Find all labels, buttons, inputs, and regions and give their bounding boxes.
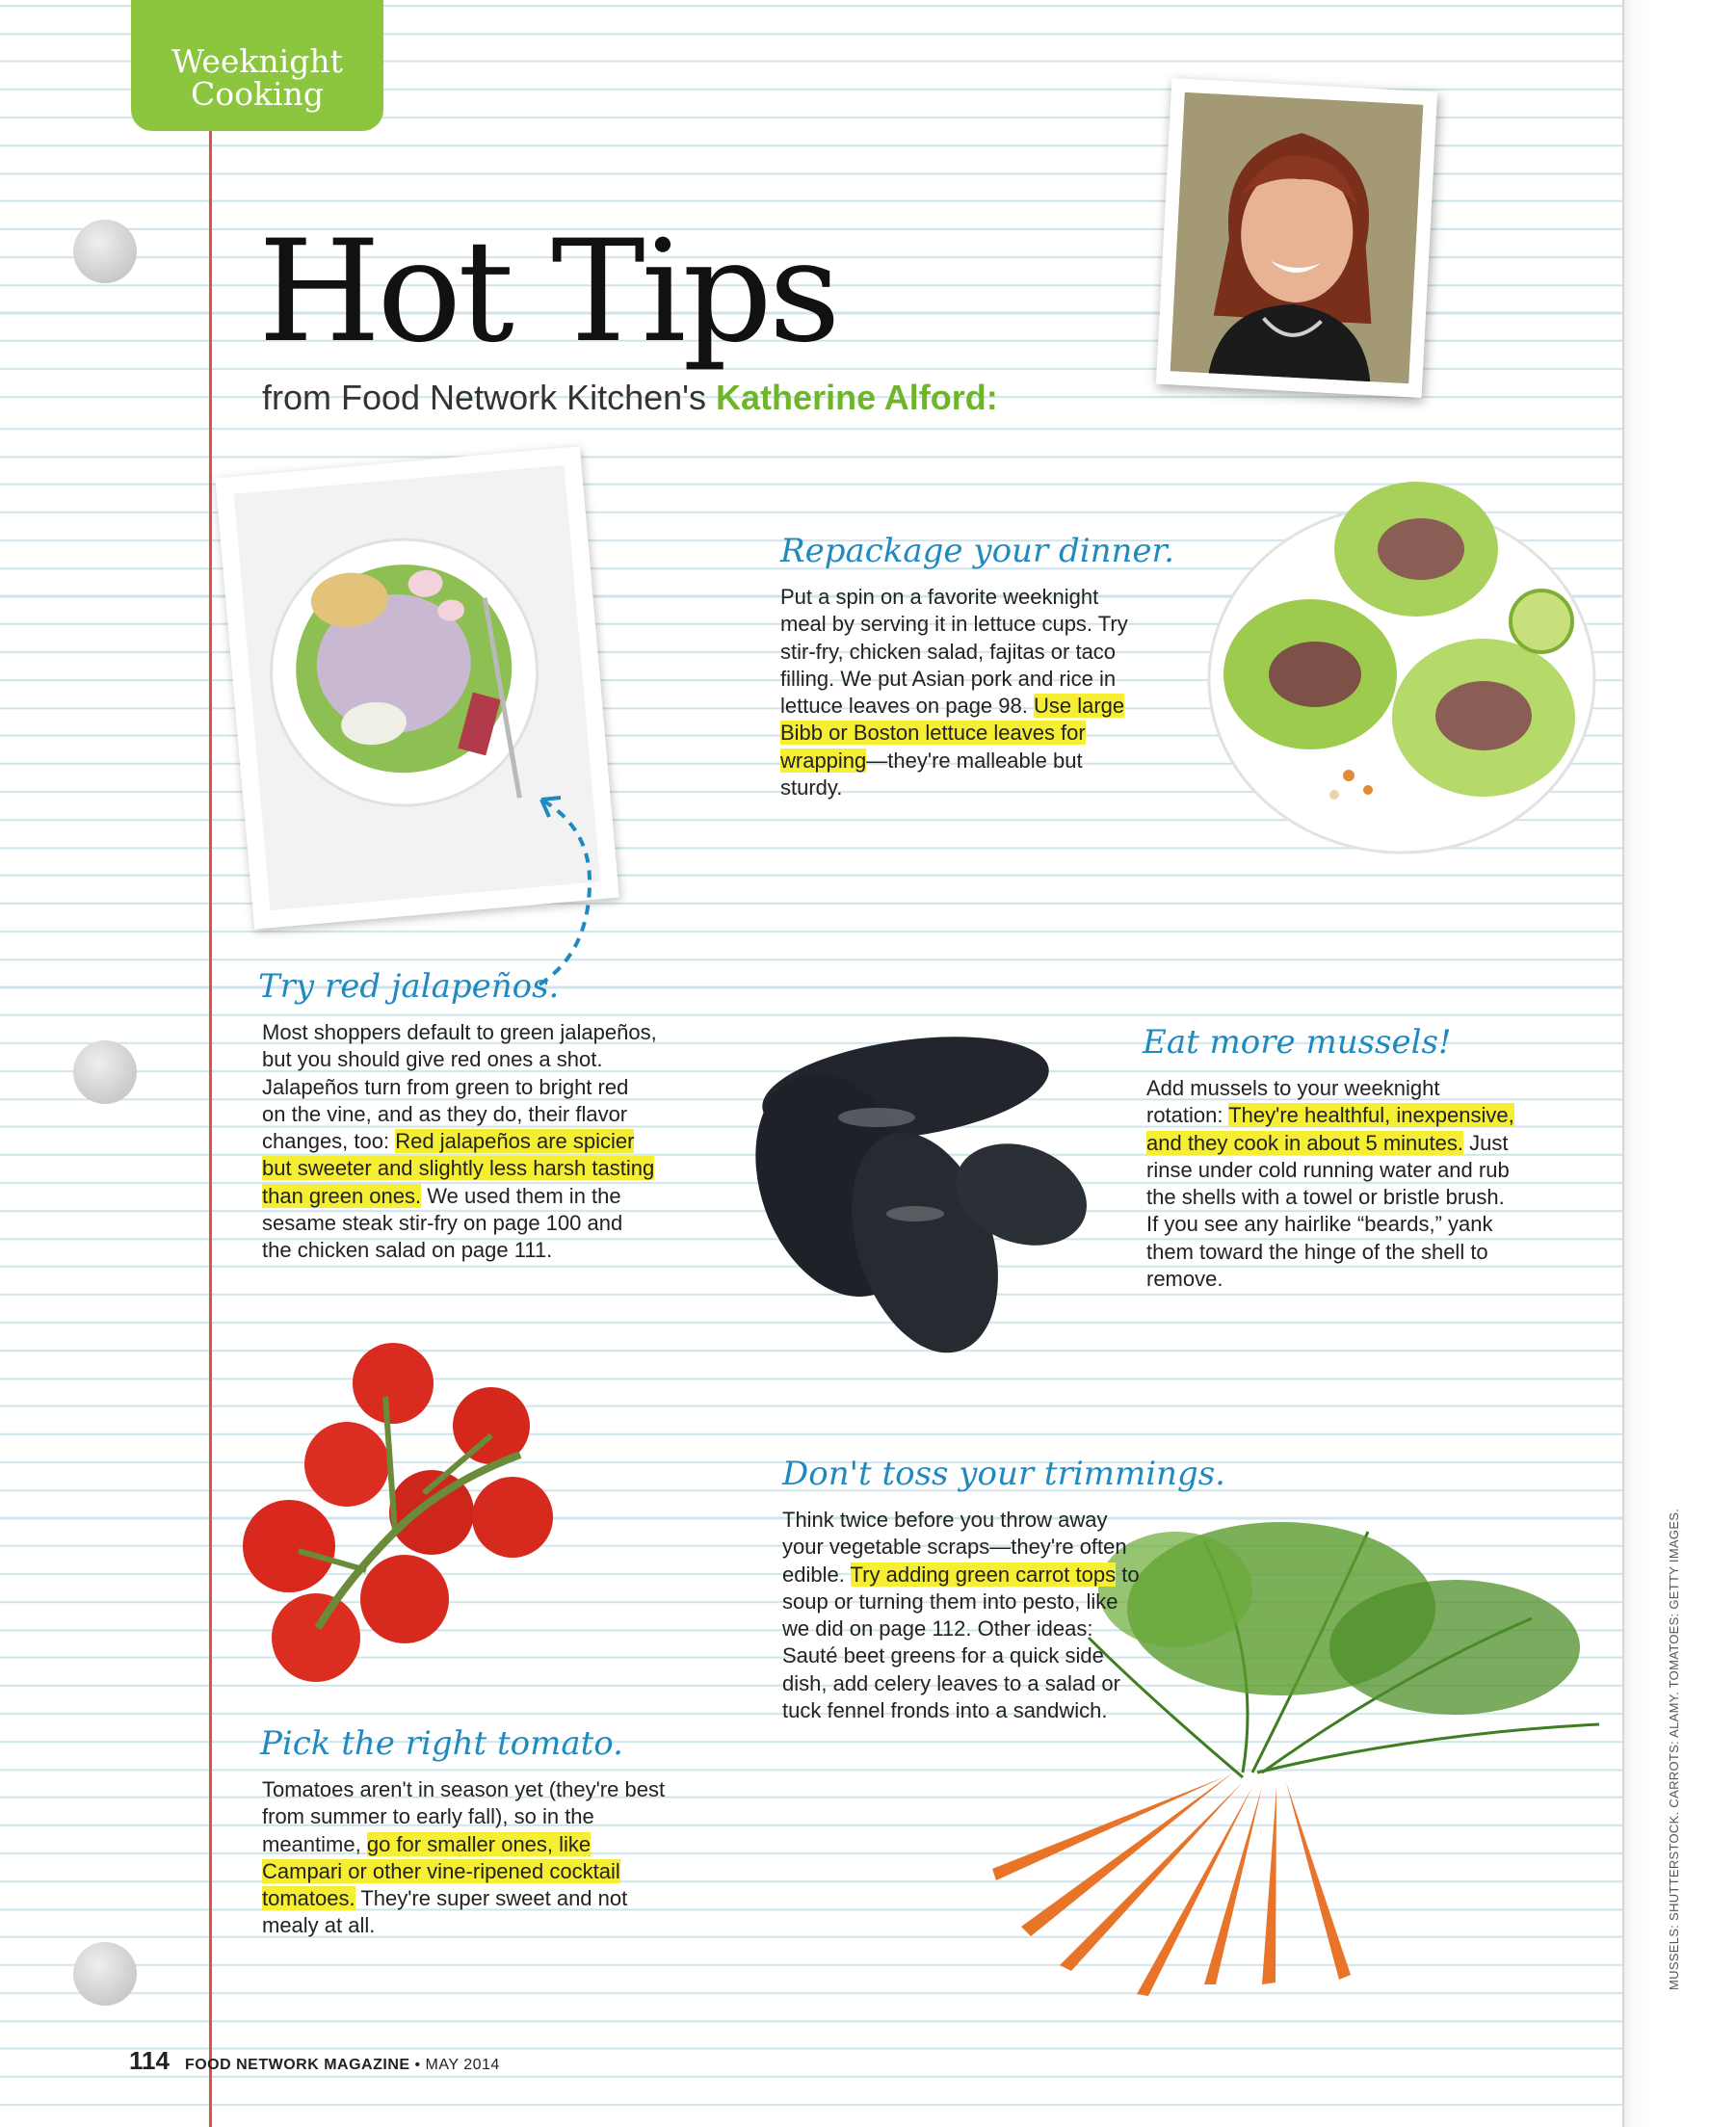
section-tab-line2: Cooking [191, 75, 324, 113]
subtitle-author-name: Katherine Alford: [716, 378, 998, 417]
tip-text-mussels-before: Add mussels to your weeknight rotation: [1146, 1076, 1440, 1128]
tip-body-jalapenos [262, 1019, 657, 1265]
portrait-image [1170, 92, 1424, 384]
tip-heading-repackage: Repackage your dinner. [780, 532, 1174, 570]
footer-separator: • [409, 2057, 426, 2073]
magazine-name: FOOD NETWORK MAGAZINE [184, 2057, 410, 2073]
binder-hole-top [73, 220, 137, 283]
section-tab-line1: Weeknight [171, 42, 343, 80]
mussels-image [732, 1011, 1098, 1358]
tip-body-tomato [262, 1776, 667, 1940]
tip-highlight-trimmings: Try adding green carrot tops [850, 1562, 1117, 1587]
page-footer [129, 2046, 500, 2076]
tip-highlight-tomato: go for smaller ones, like Campari or other vine-ripened cocktail tomatoes. [262, 1831, 620, 1911]
tip-text-trimmings-after: to soup or turning them into pesto, like we did on page 112. Other ideas: Sauté beet greens for a quick side dish, add celery leaves to a salad or tuck fennel fronds into a sandwich. [782, 1562, 1140, 1723]
tip-text-jalapenos-before: Most shoppers default to green jalapeños, but you should give red ones a shot. Jalapeños turn from green to bright red on the vine, and as they do, their flavor changes, too: [262, 1020, 657, 1154]
page-number: 114 [129, 2046, 170, 2075]
tip-body-repackage [780, 584, 1137, 801]
notebook-margin-line [209, 0, 212, 2127]
binder-hole-bottom [73, 1942, 137, 2006]
tip-heading-tomato: Pick the right tomato. [260, 1724, 623, 1763]
subtitle-prefix: from Food Network Kitchen's [262, 378, 717, 417]
tip-text-trimmings-before: Think twice before you throw away your vegetable scraps—they're often edible. [782, 1508, 1127, 1587]
dashed-arrow-icon [520, 771, 617, 992]
tip-heading-mussels: Eat more mussels! [1143, 1023, 1452, 1062]
tip-highlight-jalapenos: Red jalapeños are spicier but sweeter and slightly less harsh tasting than green ones. [262, 1129, 655, 1208]
page-title: Hot Tips [258, 210, 837, 374]
tip-heading-jalapenos: Try red jalapeños. [258, 967, 560, 1006]
lettuce-wraps-plate-image [1204, 458, 1599, 862]
tip-text-tomato-before: Tomatoes aren't in season yet (they're best from summer to early fall), so in the meantime, [262, 1777, 666, 1856]
section-tab [131, 0, 383, 131]
tip-text-tomato-after: They're super sweet and not mealy at all. [262, 1886, 628, 1938]
tip-text-repackage-before: Put a spin on a favorite weeknight meal by serving it in lettuce cups. Try stir-fry, chicken salad, fajitas or taco filling. We put Asian pork and rice in lettuce leaves on page 98. [780, 585, 1128, 719]
cherry-tomatoes-on-vine-image [231, 1339, 578, 1686]
page-subtitle [262, 378, 998, 418]
tip-highlight-mussels: They're healthful, inexpensive, and they cook in about 5 minutes. [1146, 1103, 1514, 1155]
tip-body-trimmings [782, 1507, 1146, 1724]
photo-credits: MUSSELS: SHUTTERSTOCK. CARROTS: ALAMY. TOMATOES: GETTY IMAGES. [1667, 1508, 1681, 1990]
author-portrait-photo [1156, 78, 1437, 398]
tip-text-repackage-after: —they're malleable but sturdy. [780, 748, 1083, 801]
tip-heading-trimmings: Don't toss your trimmings. [782, 1455, 1225, 1493]
tip-highlight-repackage: Use large Bibb or Boston lettuce leaves for wrapping [780, 694, 1125, 773]
tip-text-mussels-after: Just rinse under cold running water and rub the shells with a towel or bristle brush. If you see any hairlike “beards,” yank them toward the hinge of the shell to remove. [1146, 1130, 1510, 1292]
tip-text-jalapenos-after: We used them in the sesame steak stir-fry on page 100 and the chicken salad on page 111. [262, 1183, 623, 1263]
binder-hole-middle [73, 1040, 137, 1104]
tip-body-mussels [1146, 1075, 1522, 1293]
issue-date: MAY 2014 [425, 2057, 500, 2073]
